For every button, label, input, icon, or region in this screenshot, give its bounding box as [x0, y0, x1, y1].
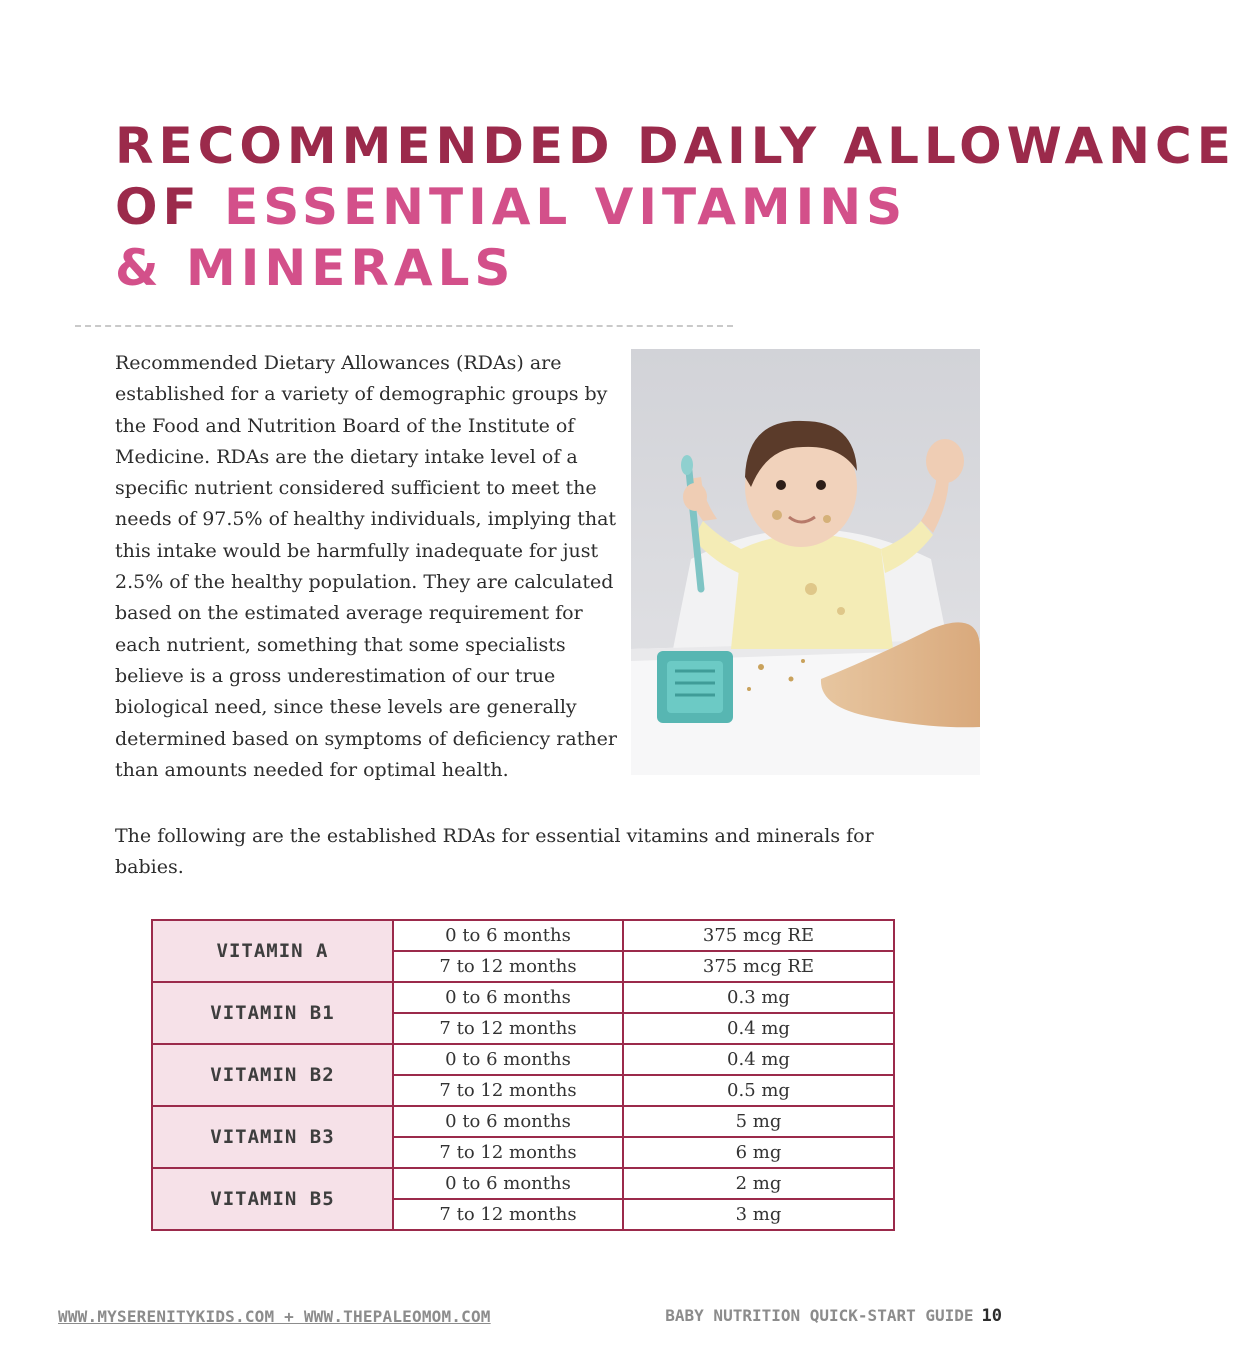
- amount: 375 mcg RE: [623, 951, 894, 982]
- age-range: 0 to 6 months: [393, 1044, 623, 1075]
- amount: 2 mg: [623, 1168, 894, 1199]
- age-range: 7 to 12 months: [393, 951, 623, 982]
- amount: 0.4 mg: [623, 1044, 894, 1075]
- age-range: 0 to 6 months: [393, 982, 623, 1013]
- amount: 0.4 mg: [623, 1013, 894, 1044]
- table-row: [152, 982, 894, 1013]
- vitamin-name: VITAMIN A: [152, 920, 393, 982]
- baby-photo: [631, 349, 980, 775]
- age-range: 0 to 6 months: [393, 1168, 623, 1199]
- amount: 5 mg: [623, 1106, 894, 1137]
- table-row: [152, 1044, 894, 1075]
- footer-websites-link[interactable]: WWW.MYSERENITYKIDS.COM + WWW.THEPALEOMOM.COM: [58, 1307, 491, 1326]
- amount: 0.5 mg: [623, 1075, 894, 1106]
- age-range: 0 to 6 months: [393, 920, 623, 951]
- title-line-1: RECOMMENDED DAILY ALLOWANCE: [115, 117, 1236, 175]
- dashed-divider: [75, 325, 733, 327]
- age-range: 0 to 6 months: [393, 1106, 623, 1137]
- age-range: 7 to 12 months: [393, 1013, 623, 1044]
- amount: 6 mg: [623, 1137, 894, 1168]
- vitamin-name: VITAMIN B3: [152, 1106, 393, 1168]
- table-row: [152, 920, 894, 951]
- amount: 0.3 mg: [623, 982, 894, 1013]
- page-title: [115, 116, 1236, 299]
- footer-guide: [665, 1306, 1002, 1326]
- vitamin-name: VITAMIN B5: [152, 1168, 393, 1230]
- amount: 375 mcg RE: [623, 920, 894, 951]
- table-row: [152, 1168, 894, 1199]
- page-number: 10: [981, 1306, 1002, 1326]
- vitamin-name: VITAMIN B2: [152, 1044, 393, 1106]
- title-line-2-accent: ESSENTIAL VITAMINS: [224, 178, 908, 236]
- amount: 3 mg: [623, 1199, 894, 1230]
- intro-paragraph: Recommended Dietary Allowances (RDAs) are established for a variety of demographic groups by the Food and Nutrition Board of the Institute of Medicine. RDAs are the dietary intake level of a specific nutrient considered sufficient to meet the needs of 97.5% of healthy individuals, implying that this intake would be harmfully inadequate for just 2.5% of the healthy population. They are calculated based on the estimated average requirement for each nutrient, something that some specialists believe is a gross underestimation of our true biological need, since these levels are generally determined based on symptoms of deficiency rather than amounts needed for optimal health.: [115, 352, 617, 781]
- title-line-2-prefix: OF: [115, 178, 225, 236]
- lead-paragraph: The following are the established RDAs for essential vitamins and minerals for babies.: [115, 825, 874, 878]
- age-range: 7 to 12 months: [393, 1199, 623, 1230]
- vitamin-name: VITAMIN B1: [152, 982, 393, 1044]
- table-row: [152, 1106, 894, 1137]
- rda-table: [151, 919, 895, 1231]
- title-line-3: & MINERALS: [115, 239, 516, 297]
- age-range: 7 to 12 months: [393, 1075, 623, 1106]
- age-range: 7 to 12 months: [393, 1137, 623, 1168]
- footer-guide-title: BABY NUTRITION QUICK-START GUIDE: [665, 1306, 974, 1325]
